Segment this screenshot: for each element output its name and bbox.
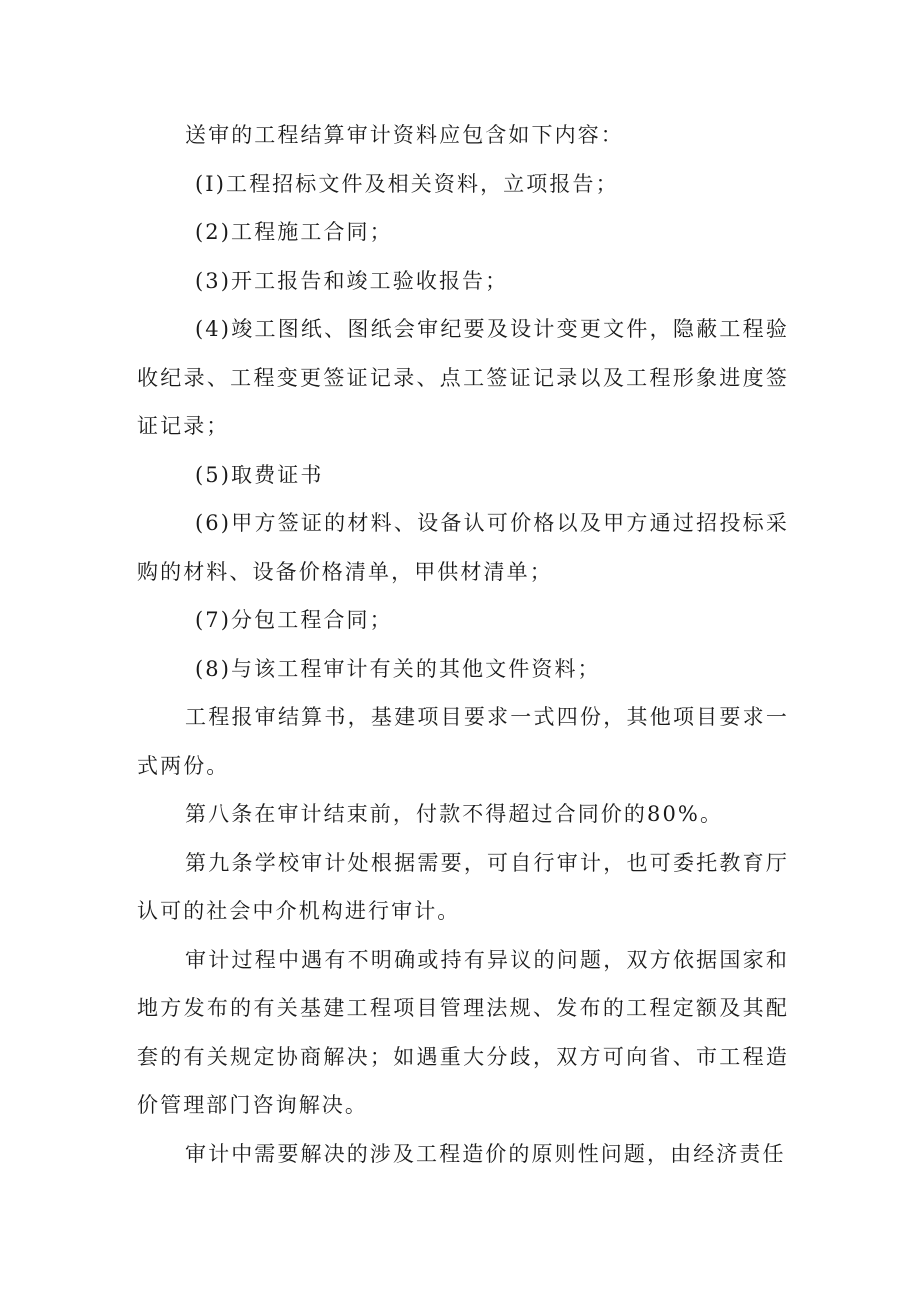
list-item-6: (6)甲方签证的材料、设备认可价格以及甲方通过招投标采购的材料、设备价格清单，甲供材清单； [137,511,789,584]
paragraph-principle: 审计中需要解决的涉及工程造价的原则性问题，由经济责任 [185,1141,786,1166]
list-item-7: (7)分包工程合同； [195,608,393,632]
list-item-8: (8)与该工程审计有关的其他文件资料； [195,656,601,681]
paragraph-disputes: 审计过程中遇有不明确或持有异议的问题，双方依据国家和地方发布的有关基建工程项目管理法规、发布的工程定额及其配套的有关规定协商解决；如遇重大分歧，双方可向省、市工程造价管理部门咨询解决。 [137,947,789,1117]
list-item-3: (3)开工报告和竣工验收报告； [195,268,509,293]
list-item-5: (5)取费证书 [195,462,324,487]
paragraph-intro: 送审的工程结算审计资料应包含如下内容： [185,123,624,147]
list-item-4: (4)竣工图纸、图纸会审纪要及设计变更文件，隐蔽工程验收纪录、工程变更签证记录、点工签证记录以及工程形象进度签证记录； [137,317,789,438]
paragraph-article-8: 第八条在审计结束前，付款不得超过合同价的80%。 [185,802,724,826]
list-item-1: (I)工程招标文件及相关资料，立项报告； [195,171,619,196]
list-item-2: (2)工程施工合同； [195,220,393,244]
document-body [137,111,789,1178]
paragraph-article-9: 第九条学校审计处根据需要，可自行审计，也可委托教育厅认可的社会中介机构进行审计。 [137,850,789,923]
paragraph-copies: 工程报审结算书，基建项目要求一式四份，其他项目要求一式两份。 [137,705,789,778]
